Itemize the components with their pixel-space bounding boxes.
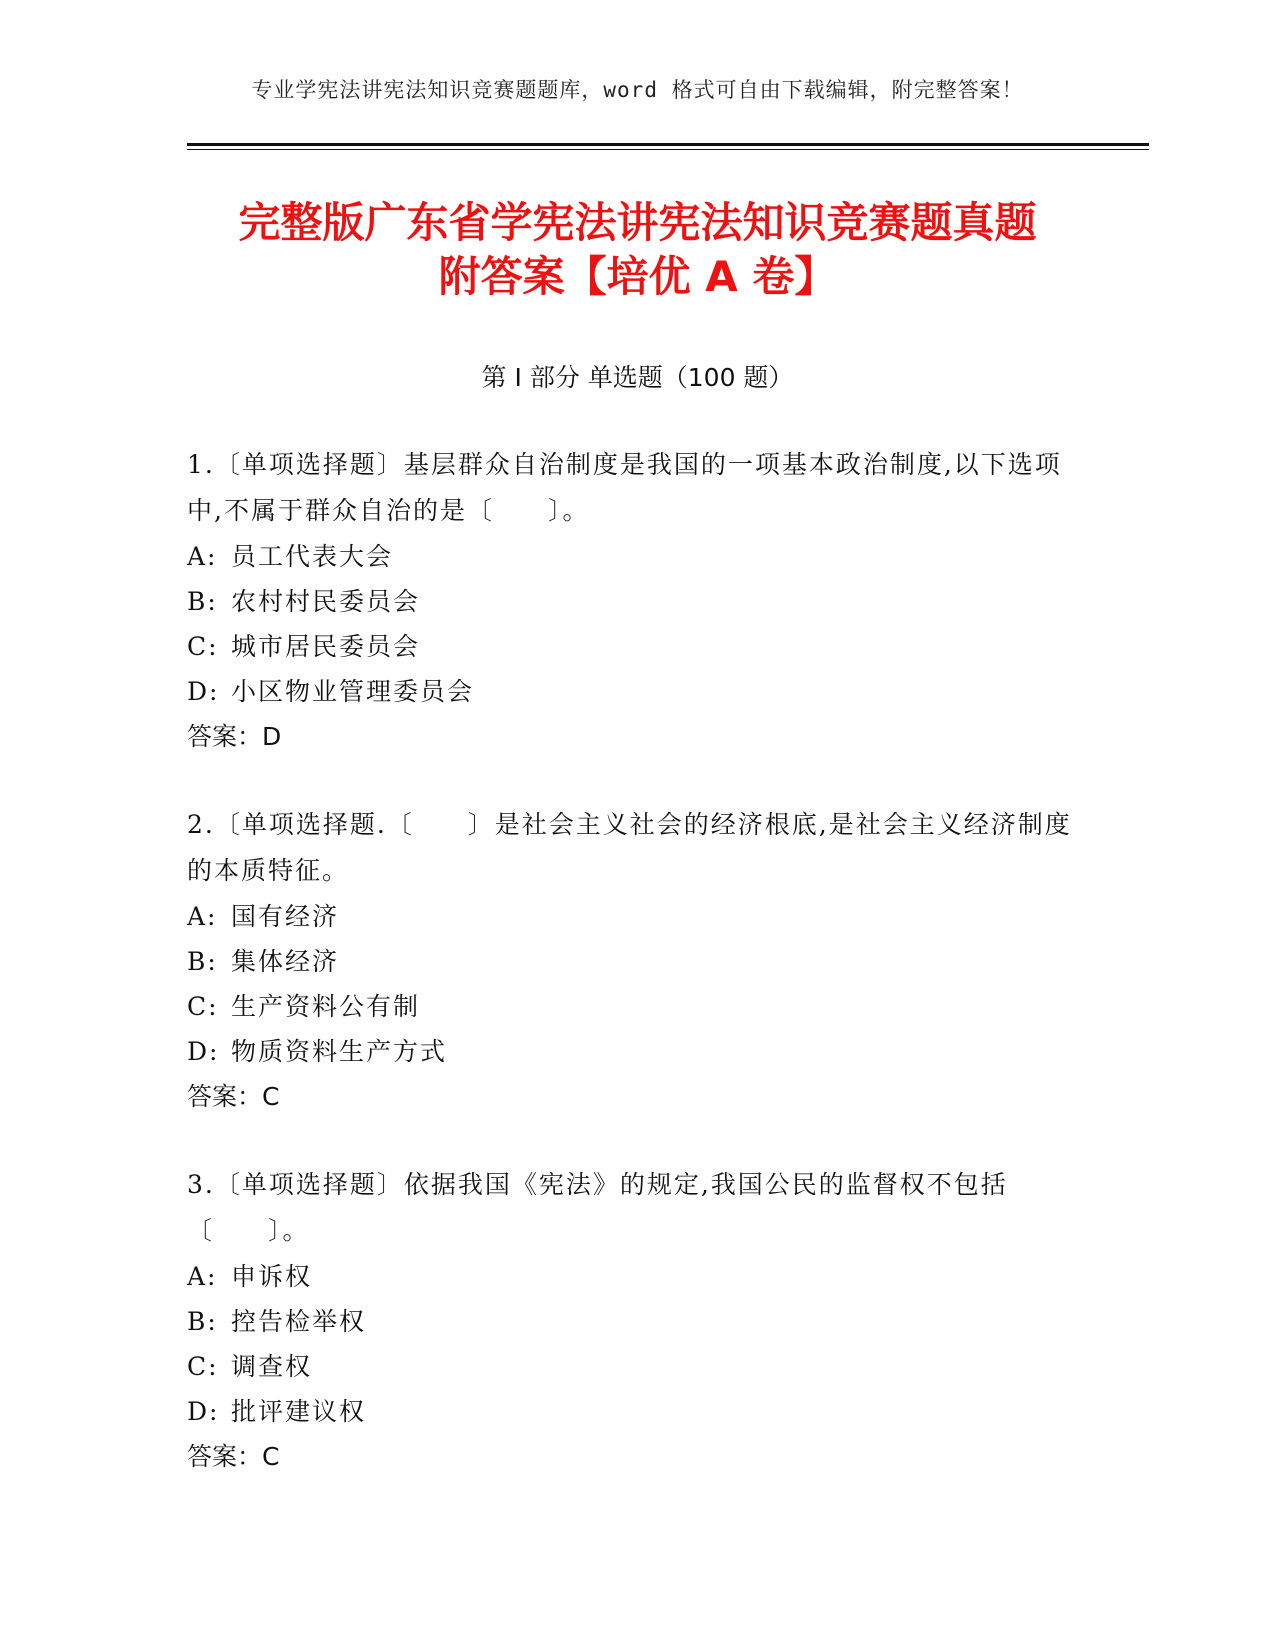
option-d: [187, 669, 1087, 714]
question-3: [187, 1162, 1087, 1480]
option-text: 农村村民委员会: [231, 587, 421, 616]
option-text: 调查权: [231, 1352, 313, 1381]
document-title-line1: 完整版广东省学宪法讲宪法知识竞赛题真题: [238, 198, 1037, 247]
option-d: [187, 1389, 1087, 1434]
option-text: 物质资料生产方式: [231, 1037, 448, 1066]
section-heading: 第 I 部分 单选题（100 题）: [481, 363, 794, 392]
option-c: [187, 624, 1087, 669]
option-key: D:: [187, 677, 220, 706]
option-b: [187, 1299, 1087, 1344]
option-key: B:: [187, 1307, 218, 1336]
option-key: C:: [187, 992, 219, 1021]
option-b: [187, 939, 1087, 984]
question-stem: 3.〔单项选择题〕依据我国《宪法》的规定,我国公民的监督权不包括〔 〕。: [187, 1170, 1008, 1245]
option-key: C:: [187, 1352, 219, 1381]
option-a: [187, 1254, 1087, 1299]
question-stem: 2.〔单项选择题.〔 〕是社会主义社会的经济根底,是社会主义经济制度的本质特征。: [187, 810, 1072, 885]
option-text: 城市居民委员会: [231, 632, 421, 661]
option-key: D:: [187, 1037, 220, 1066]
header-note: 专业学宪法讲宪法知识竞赛题题库，word 格式可自由下载编辑，附完整答案！: [251, 78, 1024, 102]
option-text: 员工代表大会: [231, 542, 394, 571]
answer-line: 答案：C: [187, 1082, 280, 1111]
option-text: 小区物业管理委员会: [231, 677, 475, 706]
header-rule-thick: [187, 143, 1149, 146]
question-2: [187, 802, 1087, 1120]
header-rule-thin: [187, 149, 1149, 150]
answer-line: 答案：C: [187, 1442, 280, 1471]
option-key: A:: [187, 902, 218, 931]
option-text: 生产资料公有制: [231, 992, 421, 1021]
answer-line: 答案：D: [187, 722, 282, 751]
question-stem: 1.〔单项选择题〕基层群众自治制度是我国的一项基本政治制度,以下选项中,不属于群众自治的是〔 〕。: [187, 450, 1062, 525]
option-text: 控告检举权: [231, 1307, 367, 1336]
option-key: A:: [187, 542, 218, 571]
question-list: [187, 442, 1087, 1522]
option-key: D:: [187, 1397, 220, 1426]
option-c: [187, 1344, 1087, 1389]
option-d: [187, 1029, 1087, 1074]
option-text: 国有经济: [231, 902, 340, 931]
option-key: A:: [187, 1262, 218, 1291]
document-title: [0, 196, 1275, 304]
option-text: 集体经济: [231, 947, 340, 976]
option-key: B:: [187, 587, 218, 616]
option-a: [187, 894, 1087, 939]
option-c: [187, 984, 1087, 1029]
document-title-line2: 附答案【培优 A 卷】: [438, 252, 837, 301]
option-key: C:: [187, 632, 219, 661]
option-a: [187, 534, 1087, 579]
option-text: 批评建议权: [231, 1397, 367, 1426]
option-key: B:: [187, 947, 218, 976]
question-1: [187, 442, 1087, 760]
option-text: 申诉权: [231, 1262, 313, 1291]
option-b: [187, 579, 1087, 624]
